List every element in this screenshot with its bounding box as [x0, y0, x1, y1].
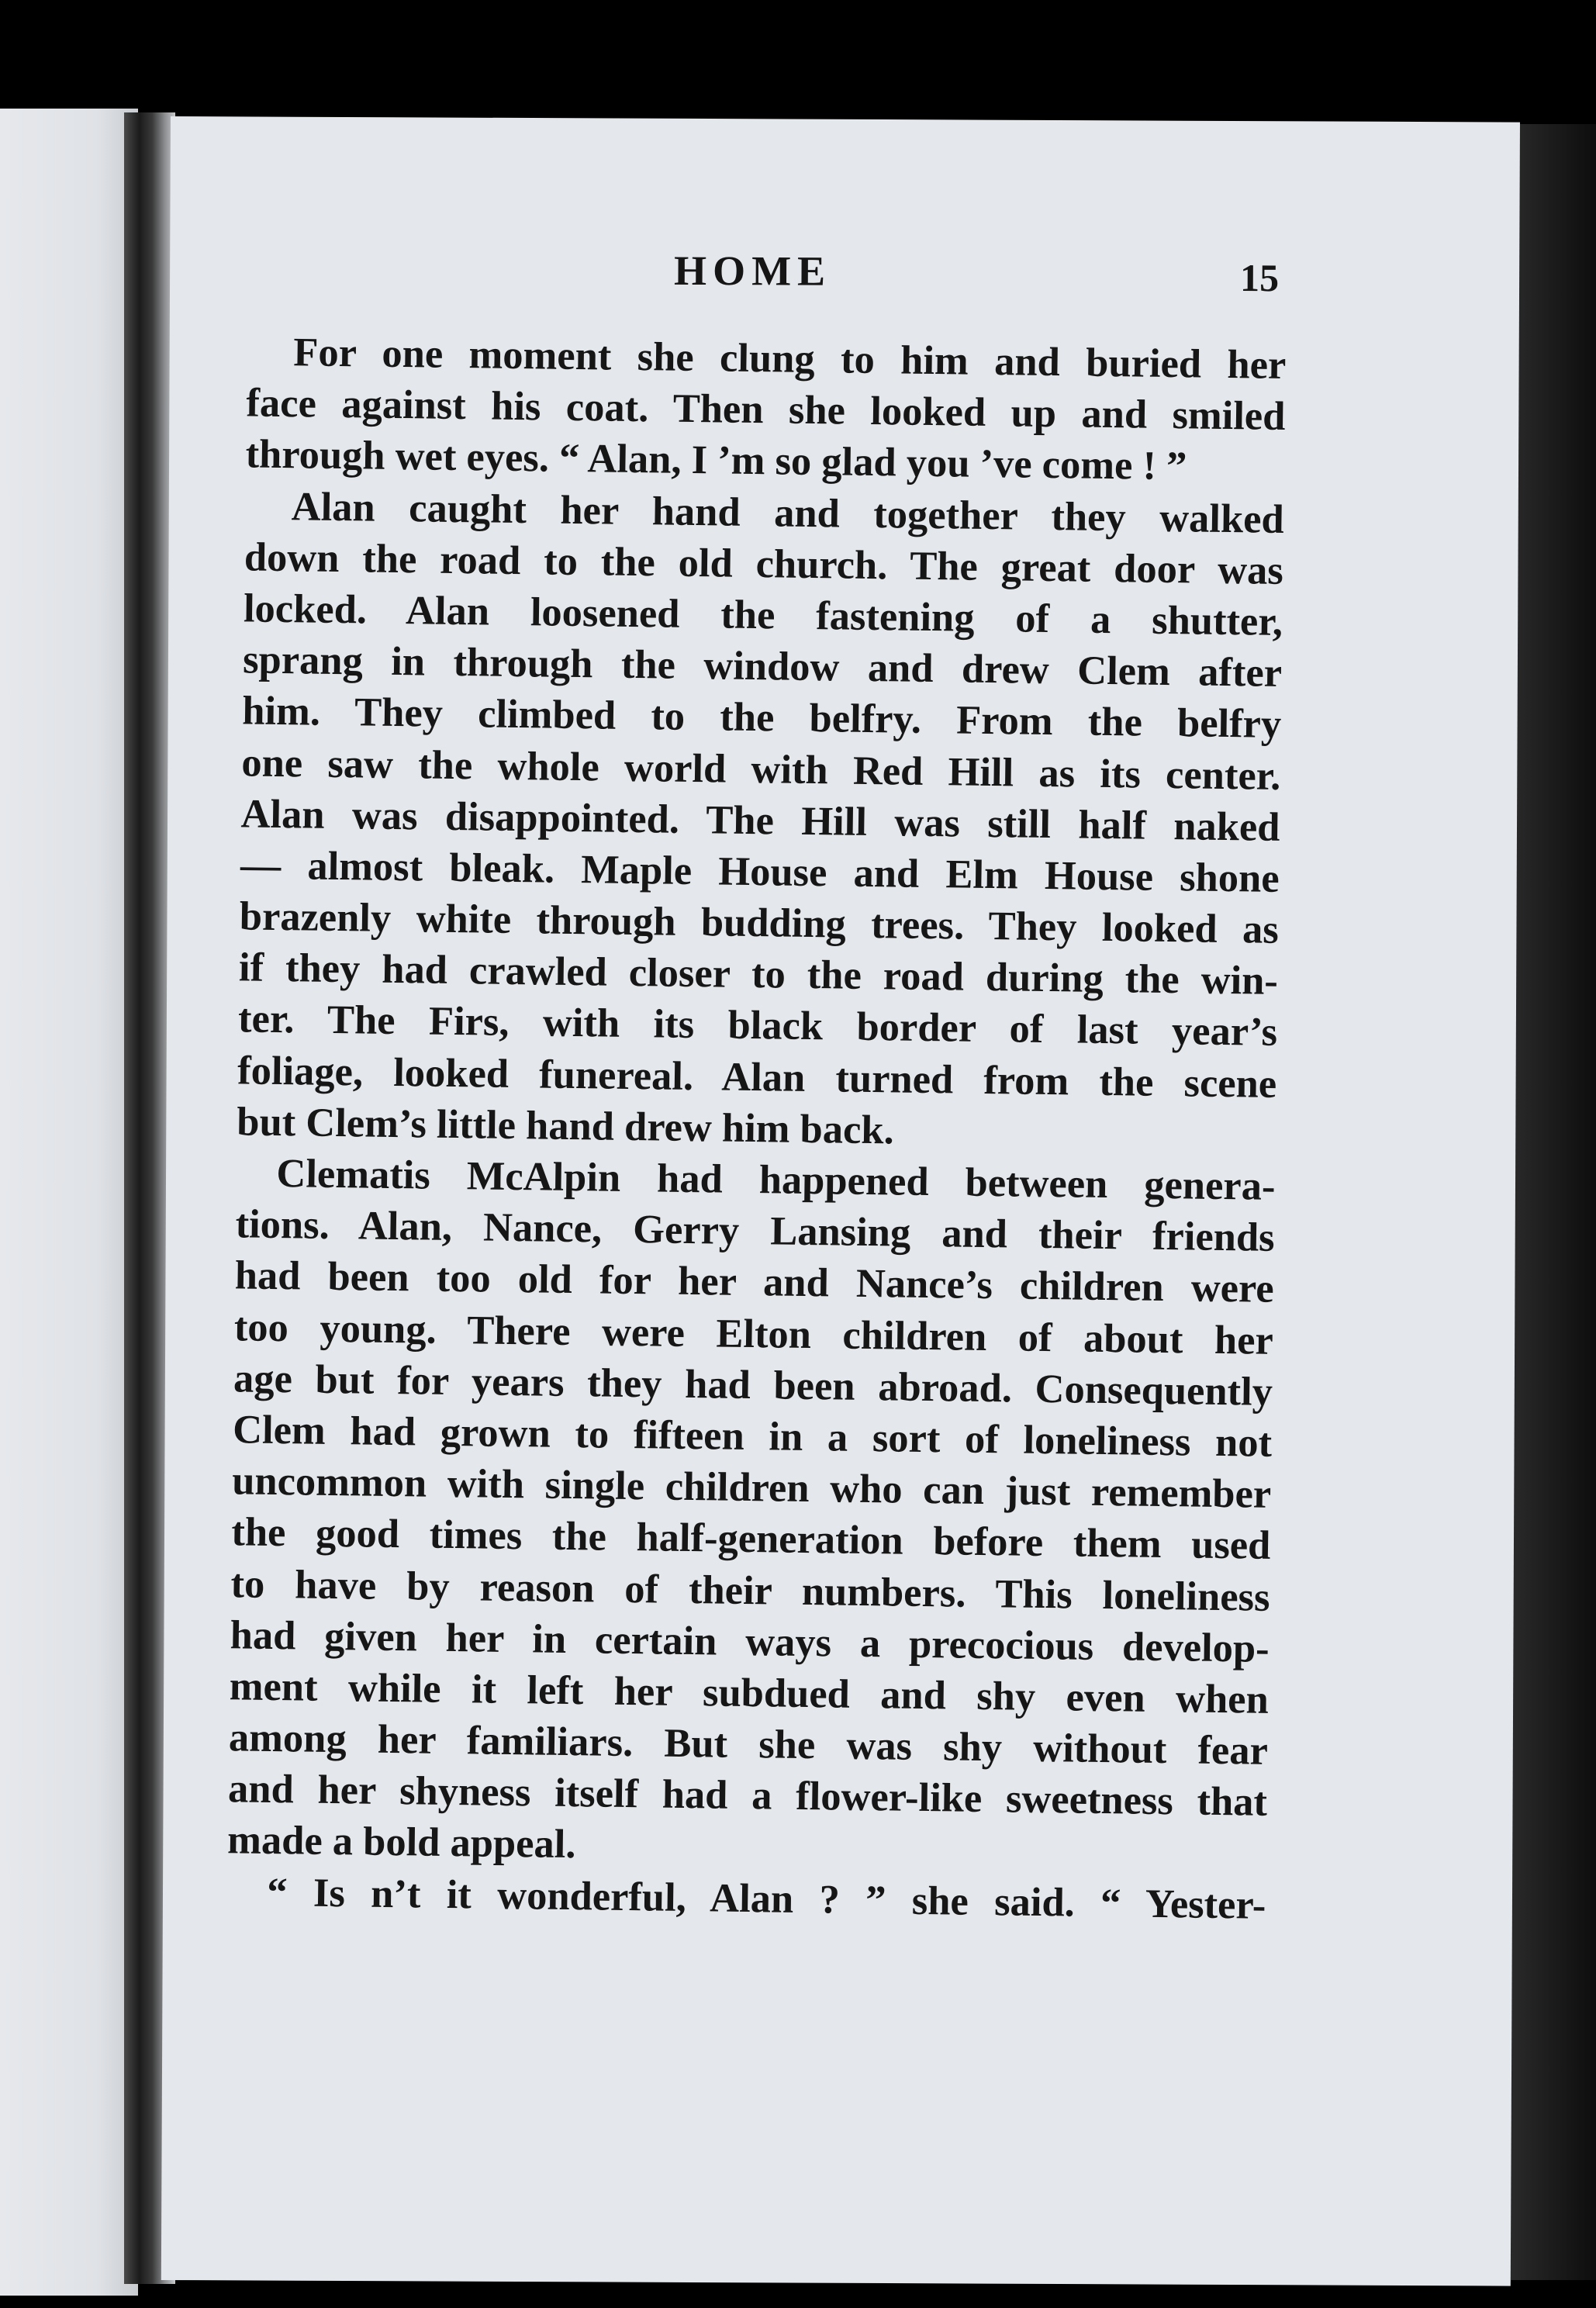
running-head [170, 244, 1519, 313]
text-line: him. They climbed to the belfry. From the belfry [241, 688, 1282, 748]
text-line: “ Is n’t it wonderful, Alan ? ” she said. “ Yester- [267, 1869, 1266, 1928]
facing-page-edge [0, 109, 138, 2296]
text-line: made a bold appeal. [226, 1817, 576, 1867]
text-line: but Clem’s little hand drew him back. [237, 1099, 895, 1153]
text-line: Alan caught her hand and together they walked [291, 483, 1285, 542]
text-line: through wet eyes. “ Alan, I ’m so glad you ’ve come ! ” [245, 431, 1187, 489]
text-line: brazenly white through budding trees. They looked as [239, 893, 1280, 952]
running-title: HOME [674, 247, 832, 295]
text-line: sprang in through the window and drew Clem after [242, 637, 1283, 696]
text-line: down the road to the old church. The great door was [244, 534, 1284, 593]
text-line: if they had crawled closer to the road during the win- [238, 945, 1279, 1004]
text-line: one saw the whole world with Red Hill as its center. [241, 739, 1281, 799]
text-line: the good times the half-generation before them used [231, 1509, 1271, 1569]
body-text [226, 326, 1287, 1930]
text-line: Clematis McAlpin had happened between genera- [276, 1151, 1276, 1209]
text-line: — almost bleak. Maple House and Elm House shone [240, 842, 1280, 901]
text-line: tions. Alan, Nance, Gerry Lansing and their friends [235, 1201, 1275, 1261]
text-line: among her familiars. But she was shy without fear [228, 1715, 1269, 1774]
text-line: and her shyness itself had a flower-like sweetness that [227, 1766, 1268, 1826]
text-line: uncommon with single children who can just remember [231, 1458, 1272, 1517]
text-line: face against his coat. Then she looked up and smiled [246, 380, 1286, 440]
text-line: ter. The Firs, with its black border of last year’s [237, 996, 1278, 1056]
page-number: 15 [1239, 256, 1280, 300]
book-page [161, 116, 1520, 2286]
book-edge [1511, 124, 1596, 2280]
text-line: ment while it left her subdued and shy even when [229, 1664, 1270, 1722]
text-line: locked. Alan loosened the fastening of a shutter, [243, 586, 1283, 644]
text-line: had been too old for her and Nance’s children were [234, 1252, 1275, 1312]
text-line: Alan was disappointed. The Hill was still half naked [240, 791, 1280, 850]
text-line: For one moment she clung to him and buried her [293, 330, 1287, 388]
text-line: age but for years they had been abroad. Consequently [233, 1356, 1273, 1415]
text-line: foliage, looked funereal. Alan turned from the scene [237, 1047, 1277, 1107]
text-line: had given her in certain ways a precocious develop- [230, 1612, 1270, 1671]
text-line: to have by reason of their numbers. This loneliness [230, 1560, 1270, 1620]
text-line: Clem had grown to fifteen in a sort of loneliness not [232, 1407, 1273, 1466]
text-line: too young. There were Elton children of about her [233, 1304, 1274, 1363]
